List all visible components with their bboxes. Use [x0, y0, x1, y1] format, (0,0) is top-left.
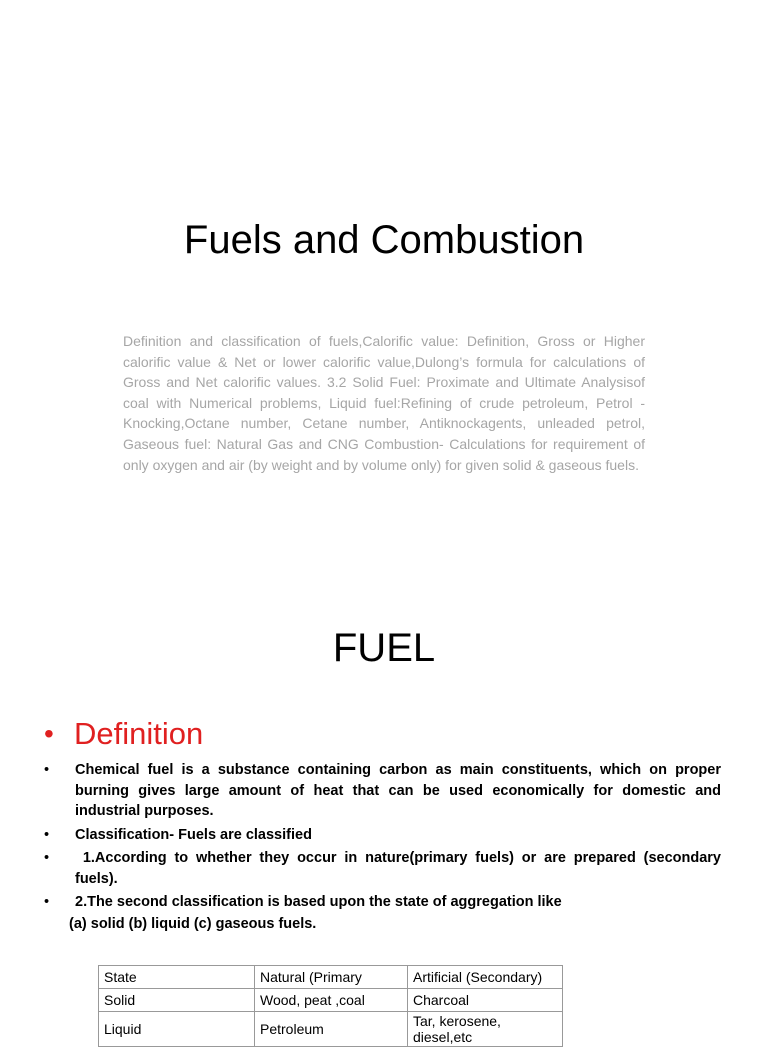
- list-item: [44, 825, 721, 846]
- table-cell: Natural (Primary: [255, 966, 408, 989]
- list-item-text: 1.According to whether they occur in nature(primary fuels) or are prepared (secondary fuels).: [75, 850, 726, 887]
- table-row: [99, 989, 563, 1012]
- table-row: [99, 966, 563, 989]
- bullet-icon: •: [44, 850, 50, 866]
- bullet-icon: •: [44, 718, 54, 749]
- fuel-state-table: [98, 965, 563, 1047]
- table-cell: Solid: [99, 989, 255, 1012]
- definition-label: Definition: [74, 716, 204, 751]
- bullet-list: [44, 760, 726, 916]
- table-cell: Liquid: [99, 1012, 255, 1047]
- table-cell: Wood, peat ,coal: [255, 989, 408, 1012]
- aggregation-line: (a) solid (b) liquid (c) gaseous fuels.: [69, 916, 317, 932]
- table-cell: State: [99, 966, 255, 989]
- syllabus-abstract: Definition and classification of fuels,Calorific value: Definition, Gross or Higher calorific value & Net or lower calorific value,Dulong’s formula for calculations of Gross and Net calorific values. 3.2 Solid Fuel: Proximate and Ultimate Analysisof coal with Numerical problems, Liquid fuel:Refining of crude petroleum, Petrol -Knocking,Octane number, Cetane number, Antiknockagents, unleaded petrol, Gaseous fuel: Natural Gas and CNG Combustion- Calculations for requirement of only oxygen and air (by weight and by volume only) for given solid & gaseous fuels.: [123, 333, 645, 473]
- table-row: [99, 1012, 563, 1047]
- definition-heading: [44, 716, 203, 752]
- bullet-icon: •: [44, 826, 50, 843]
- table-cell: Petroleum: [255, 1012, 408, 1047]
- list-item: [44, 760, 721, 822]
- section-heading: FUEL: [332, 626, 436, 670]
- table-cell: Charcoal: [408, 989, 563, 1012]
- bullet-icon: •: [44, 894, 50, 910]
- table-cell: Artificial (Secondary): [408, 966, 563, 989]
- table-cell: Tar, kerosene, diesel,etc: [408, 1012, 563, 1047]
- list-item-text: 2.The second classification is based upon the state of aggregation like: [75, 894, 562, 910]
- list-item: [44, 892, 721, 913]
- list-item-text: Classification- Fuels are classified: [75, 826, 312, 843]
- list-item-text: Chemical fuel is a substance containing carbon as main constituents, which on proper burning gives large amount of heat that can be used economically for domestic and industrial purposes.: [75, 762, 721, 819]
- list-item: [44, 848, 726, 889]
- page-title: Fuels and Combustion: [183, 218, 585, 262]
- bullet-icon: •: [44, 762, 50, 778]
